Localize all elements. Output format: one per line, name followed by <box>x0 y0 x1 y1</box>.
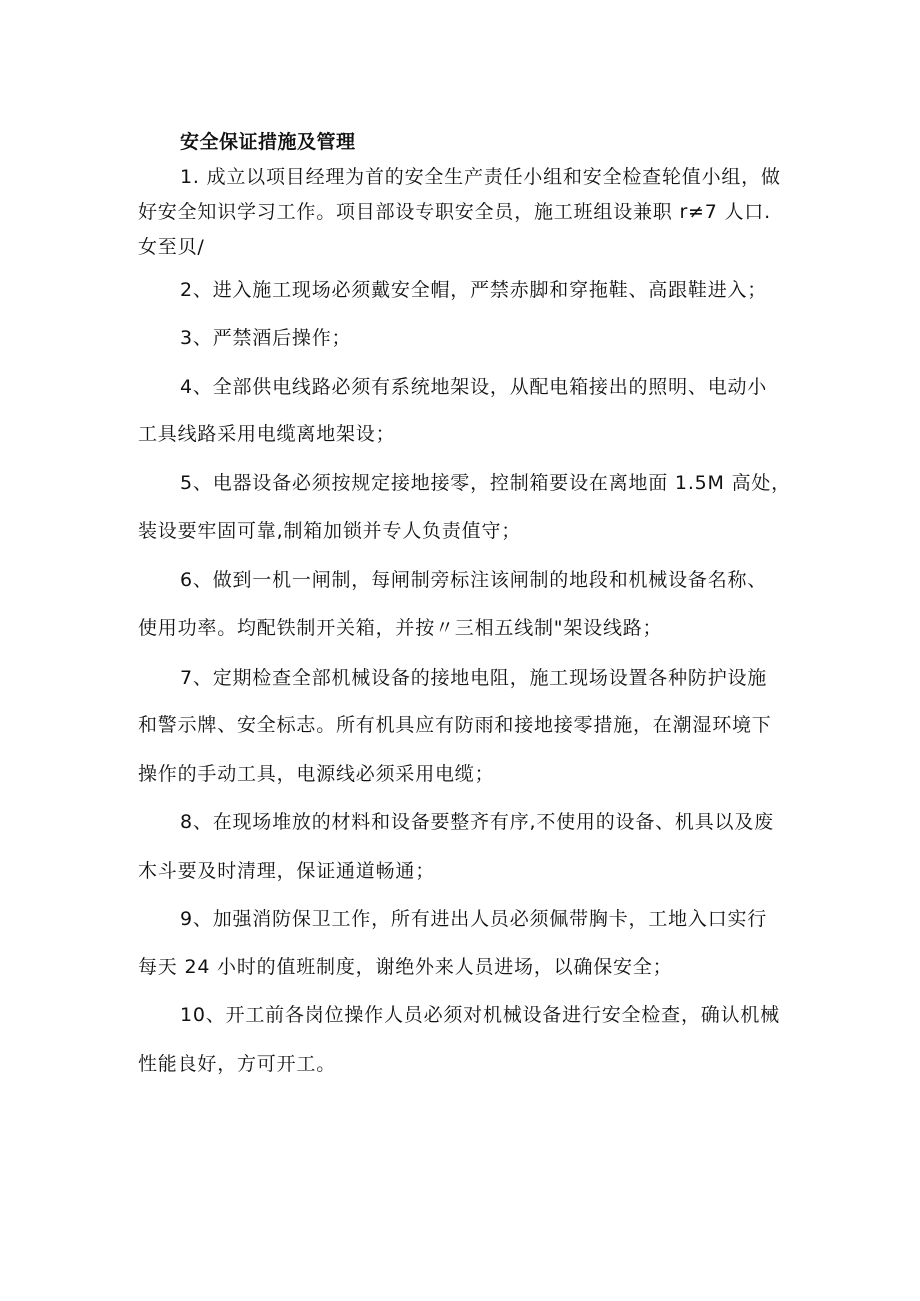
text-line: 2、进入施工现场必须戴安全帽，严禁赤脚和穿拖鞋、高跟鞋进入； <box>180 279 768 301</box>
text-line: 10、开工前各岗位操作人员必须对机械设备进行安全检查，确认机械 <box>180 1004 780 1026</box>
text-line: 操作的手动工具，电源线必须采用电缆； <box>138 763 495 785</box>
text-line: 3、严禁酒后操作； <box>180 327 352 349</box>
text-line: 性能良好，方可开工。 <box>138 1053 337 1075</box>
text-line: 4、全部供电线路必须有系统地架设，从配电箱接出的照明、电动小 <box>180 376 768 398</box>
text-line: 6、做到一机一闸制，每闸制旁标注该闸制的地段和机械设备名称、 <box>180 569 768 591</box>
text-line: 工具线路采用电缆离地架设； <box>138 423 396 445</box>
document-title: 安全保证措施及管理 <box>180 131 356 153</box>
text-line: 女至贝/ <box>138 236 205 258</box>
text-line: 使用功率。均配铁制开关箱，并按〃三相五线制"架设线路； <box>138 617 663 639</box>
text-line: 木斗要及时清理，保证通道畅通； <box>138 860 436 882</box>
text-line: 9、加强消防保卫工作，所有进出人员必须佩带胸卡，工地入口实行 <box>180 908 768 930</box>
text-line: 装设要牢固可靠,制箱加锁并专人负责值守； <box>138 520 522 542</box>
text-line: 每天 24 小时的值班制度，谢绝外来人员进场，以确保安全； <box>138 956 673 978</box>
text-line: 和警示牌、安全标志。所有机具应有防雨和接地接零措施，在潮湿环境下 <box>138 714 772 736</box>
text-line: 7、定期检查全部机械设备的接地电阻，施工现场设置各种防护设施 <box>180 667 768 689</box>
text-line: 1. 成立以项目经理为首的安全生产责任小组和安全检查轮值小组，做 <box>180 166 781 188</box>
text-line: 8、在现场堆放的材料和设备要整齐有序,不使用的设备、机具以及废 <box>180 811 774 833</box>
text-line: 好安全知识学习工作。项目部设专职安全员，施工班组设兼职 r≠7 人口. <box>138 201 771 223</box>
text-line: 5、电器设备必须按规定接地接零，控制箱要设在离地面 1.5M 高处， <box>180 472 791 494</box>
